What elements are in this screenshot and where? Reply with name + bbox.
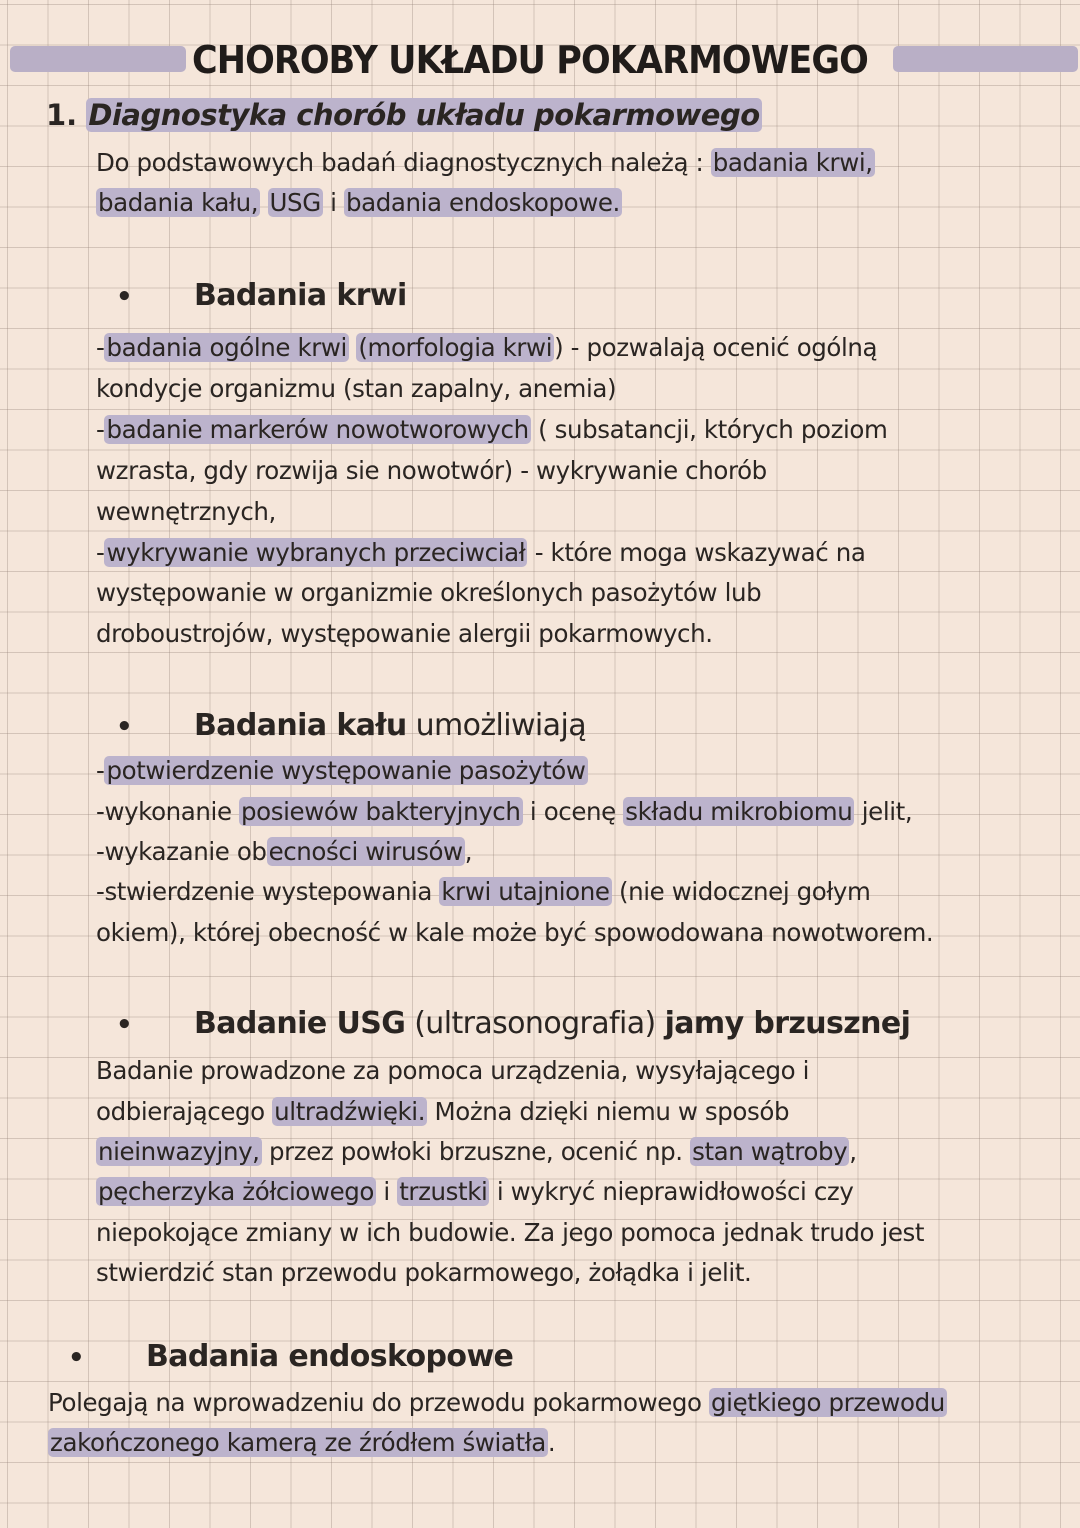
subsection-line (96, 1056, 809, 1086)
subsection-title: Badania kału (194, 708, 407, 743)
highlighted-text: badania endoskopowe. (345, 188, 620, 217)
subsection-line (96, 374, 616, 404)
subsection-title: Badania krwi (194, 278, 407, 313)
highlighted-text: (morfologia krwi (358, 333, 553, 362)
bullet-icon: • (68, 1343, 85, 1373)
text-segment: i wykryć nieprawidłowości czy (489, 1177, 854, 1206)
text-segment: odbierającego (96, 1097, 273, 1126)
text-segment: - (96, 538, 105, 567)
text-segment: przez powłoki brzuszne, ocenić np. (261, 1137, 691, 1166)
subsection-line (96, 415, 888, 445)
highlighted-text: zakończonego kamerą ze źródłem światła (50, 1428, 546, 1457)
subsection-line (96, 1258, 751, 1288)
text-segment: droboustrojów, występowanie alergii pokarmowych. (96, 619, 713, 648)
highlighted-text: potwierdzenie występowanie pasożytów (106, 756, 586, 785)
title-decoration-right (893, 46, 1078, 72)
intro-line (96, 148, 875, 178)
highlighted-text: trzustki (399, 1177, 488, 1206)
text-segment: i (376, 1177, 398, 1206)
text-segment: i ocenę (522, 797, 624, 826)
text-segment: i (322, 188, 344, 217)
highlighted-text: posiewów bakteryjnych (241, 797, 521, 826)
subsection-line (96, 619, 713, 649)
text-segment: , (849, 1137, 857, 1166)
text-segment: występowanie w organizmie określonych pasożytów lub (96, 578, 762, 607)
text-segment: Można dzięki niemu w sposób (427, 1097, 790, 1126)
text-segment: kondycje organizmu (stan zapalny, anemia) (96, 374, 617, 403)
highlighted-text: stan wątroby (692, 1137, 848, 1166)
text-segment: - (96, 756, 105, 785)
highlighted-text: ecności wirusów (268, 837, 463, 866)
text-segment: (nie widocznej gołym (611, 877, 871, 906)
highlighted-text: badanie markerów nowotworowych (106, 415, 529, 444)
section-heading (46, 98, 762, 132)
subsection-line (96, 797, 912, 827)
subsection-line (96, 837, 472, 867)
subsection-heading (116, 278, 407, 313)
text-segment: ( subsatancji, których poziom (530, 415, 888, 444)
subsection-heading (68, 1339, 513, 1374)
bullet-icon: • (116, 282, 133, 312)
subsection-line (96, 538, 866, 568)
text-segment: . (547, 1428, 556, 1457)
highlighted-text: krwi utajnione (441, 877, 610, 906)
subsection-line (96, 756, 588, 786)
text-segment (260, 188, 267, 217)
subsection-line (48, 1388, 947, 1418)
subsection-title-suffix: (ultrasonografia) (405, 1006, 665, 1041)
section-title: Diagnostyka chorób układu pokarmowego (88, 98, 760, 132)
subsection-line (96, 918, 933, 948)
subsection-line (96, 1177, 853, 1207)
bullet-icon: • (116, 712, 133, 742)
text-segment: - które moga wskazywać na (527, 538, 866, 567)
subsection-title: Badania endoskopowe (146, 1339, 514, 1374)
subsection-title: Badanie USG (194, 1006, 406, 1041)
text-segment: Badanie prowadzone za pomoca urządzenia, wysyłającego i (96, 1056, 809, 1085)
title-decoration-left (10, 46, 186, 72)
subsection-title-suffix: umożliwiają (406, 708, 586, 743)
text-segment: wewnętrznych, (96, 497, 276, 526)
text-segment: niepokojące zmiany w ich budowie. Za jego pomoca jednak trudo jest (96, 1218, 925, 1247)
highlighted-text: składu mikrobiomu (625, 797, 853, 826)
highlighted-text: giętkiego przewodu (711, 1388, 945, 1417)
text-segment: - (96, 333, 105, 362)
text-segment: Do podstawowych badań diagnostycznych należą : (96, 148, 711, 177)
text-segment: wzrasta, gdy rozwija sie nowotwór) - wykrywanie chorób (96, 456, 767, 485)
subsection-line (48, 1428, 555, 1458)
subsection-heading (116, 708, 586, 743)
text-segment: jelit, (854, 797, 913, 826)
text-segment: okiem), której obecność w kale może być spowodowana nowotworem. (96, 918, 934, 947)
section-number: 1. (46, 98, 78, 132)
highlighted-text: pęcherzyka żółciowego (98, 1177, 375, 1206)
intro-line (96, 188, 622, 218)
highlighted-text: nieinwazyjny, (98, 1137, 260, 1166)
text-segment: - (96, 415, 105, 444)
text-segment: stwierdzić stan przewodu pokarmowego, żołądka i jelit. (96, 1258, 752, 1287)
text-segment: , (464, 837, 473, 866)
highlighted-text: wykrywanie wybranych przeciwciał (106, 538, 526, 567)
highlighted-text: USG (269, 188, 321, 217)
text-segment: -wykonanie (96, 797, 240, 826)
text-segment: -stwierdzenie wystepowania (96, 877, 440, 906)
highlighted-text: ultradźwięki. (274, 1097, 426, 1126)
subsection-line (96, 497, 276, 527)
text-segment: Polegają na wprowadzeniu do przewodu pokarmowego (48, 1388, 710, 1417)
subsection-line (96, 333, 877, 363)
highlighted-text: badania ogólne krwi (106, 333, 347, 362)
subsection-title-bold: jamy brzusznej (664, 1006, 911, 1041)
text-segment: ) - pozwalają ocenić ogólną (554, 333, 878, 362)
subsection-line (96, 1218, 924, 1248)
subsection-line (96, 456, 767, 486)
subsection-heading (116, 1006, 910, 1041)
subsection-line (96, 877, 871, 907)
page-title: CHOROBY UKŁADU POKARMOWEGO (192, 38, 868, 82)
subsection-line (96, 1097, 789, 1127)
highlighted-text: badania krwi, (712, 148, 873, 177)
highlighted-text: badania kału, (98, 188, 259, 217)
subsection-line (96, 1137, 857, 1167)
text-segment: -wykazanie ob (96, 837, 267, 866)
subsection-line (96, 578, 761, 608)
bullet-icon: • (116, 1010, 133, 1040)
